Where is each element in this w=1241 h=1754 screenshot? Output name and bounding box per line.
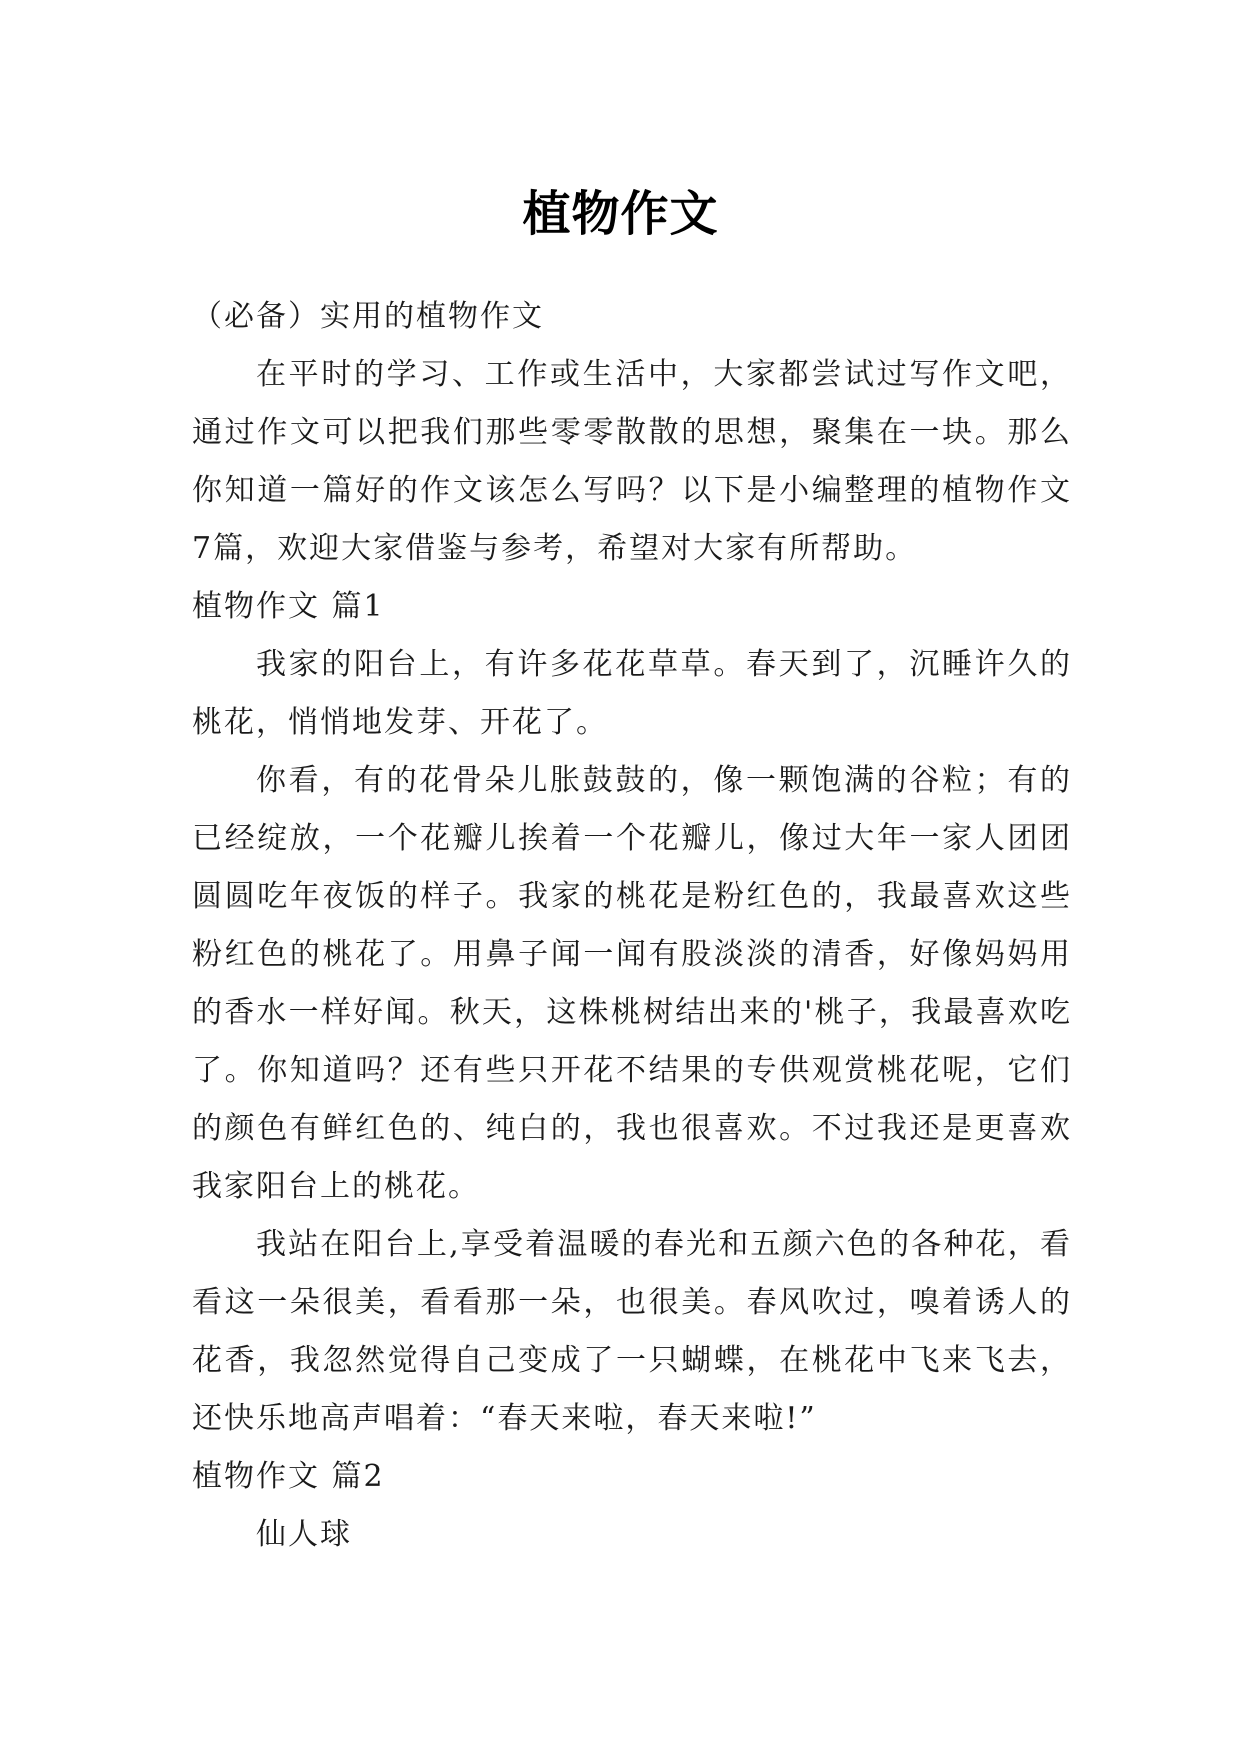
section-1-paragraph-1: 我家的阳台上，有许多花花草草。春天到了，沉睡许久的桃花，悄悄地发芽、开花了。 xyxy=(192,647,1072,740)
section-1-paragraph-3: 我站在阳台上,享受着温暖的春光和五颜六色的各种花，看看这一朵很美，看看那一朵，也很美。春风吹过，嗅着诱人的花香，我忽然觉得自己变成了一只蝴蝶，在桃花中飞来飞去，还快乐地高声唱着：“春天来啦，春天来啦!” xyxy=(192,1227,1072,1436)
intro-paragraph: 在平时的学习、工作或生活中，大家都尝试过写作文吧，通过作文可以把我们那些零零散散的思想，聚集在一块。那么你知道一篇好的作文该怎么写吗？以下是小编整理的植物作文7篇，欢迎大家借鉴与参考，希望对大家有所帮助。 xyxy=(192,357,1072,566)
page-title: 植物作文 xyxy=(522,186,719,243)
section-1-paragraph-2: 你看，有的花骨朵儿胀鼓鼓的，像一颗饱满的谷粒；有的已经绽放，一个花瓣儿挨着一个花瓣儿，像过大年一家人团团圆圆吃年夜饭的样子。我家的桃花是粉红色的，我最喜欢这些粉红色的桃花了。用鼻子闻一闻有股淡淡的清香，好像妈妈用的香水一样好闻。秋天，这株桃树结出来的'桃子，我最喜欢吃了。你知道吗？还有些只开花不结果的专供观赏桃花呢，它们的颜色有鲜红色的、纯白的，我也很喜欢。不过我还是更喜欢我家阳台上的桃花。 xyxy=(192,763,1072,1204)
section-heading-1: 植物作文 篇1 xyxy=(192,589,385,624)
section-2-paragraph-1: 仙人球 xyxy=(256,1517,352,1552)
section-heading-2: 植物作文 篇2 xyxy=(192,1459,385,1494)
document-body xyxy=(192,288,1072,1564)
document-subtitle: （必备）实用的植物作文 xyxy=(192,299,544,334)
